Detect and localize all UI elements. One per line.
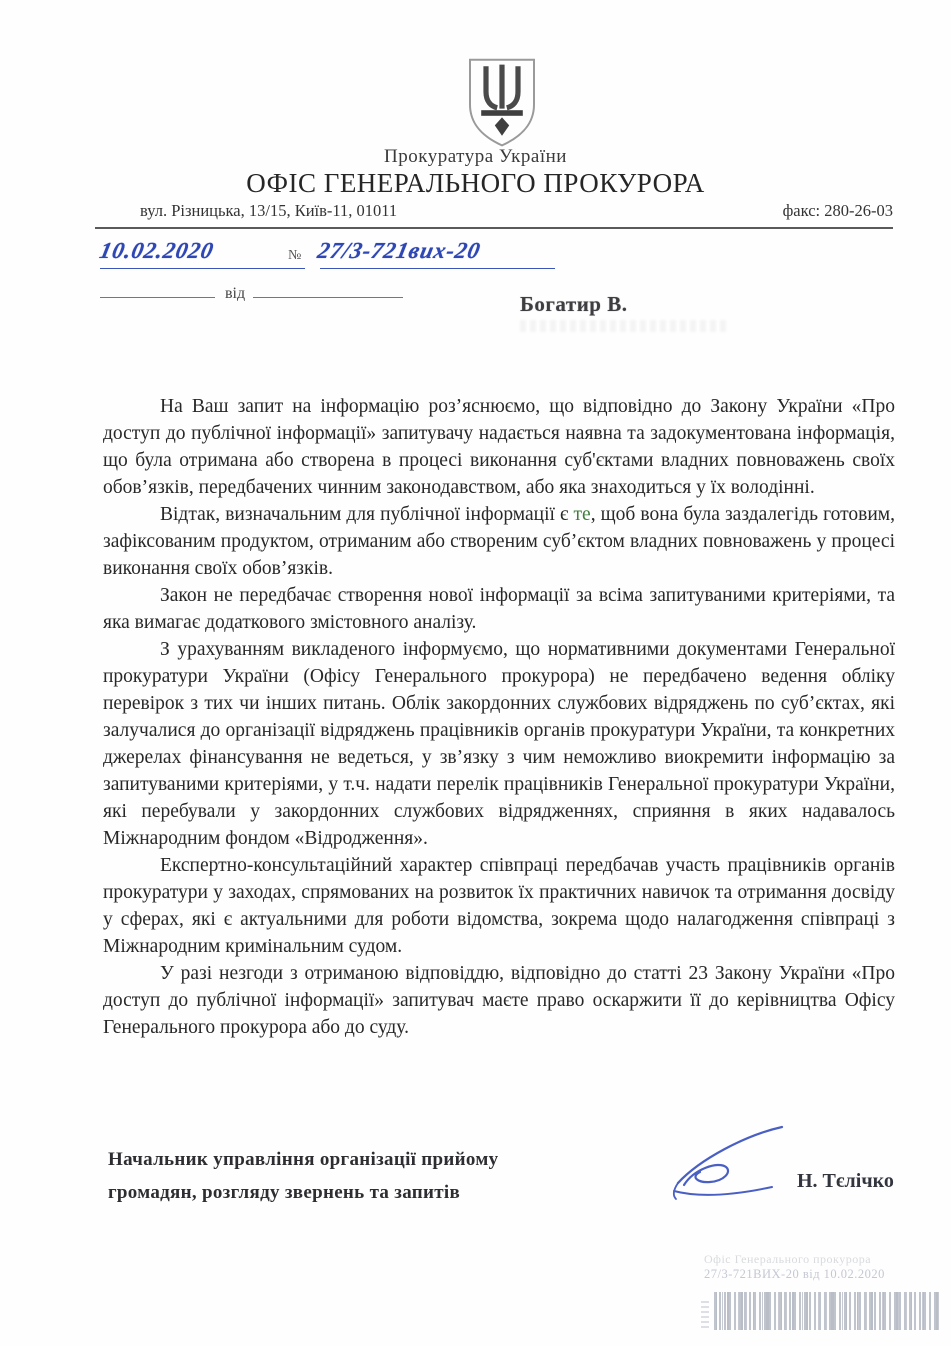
stamp-office-line: Офіс Генерального прокурора bbox=[704, 1252, 872, 1266]
signer-title-line1: Начальник управління організації прийому bbox=[108, 1149, 499, 1170]
handwritten-signature bbox=[660, 1125, 800, 1210]
paragraph-3: Закон не передбачає створення нової інформації за всіма запитуваними критеріями, та яка вимагає додаткового змістовного аналізу. bbox=[103, 585, 895, 633]
paragraph-4: З урахуванням викладеного інформуємо, що нормативними документами Генеральної прокуратури України (Офісу Генерального прокурора) не передбачено ведення обліку перевірок з тих чи інших питань. Облік закордонних службових відряджень по суб’єктах, які залучалися до організації відряджень працівників органів прокуратури України, та конкретних джерелах фінансування не ведеться, у зв’язку з чим неможливо виокремити інформацію за запитуваними критеріями, у т.ч. надати перелік працівників Генеральної прокуратури України, які перебували у закордонних службових відрядженнях, сприяння в яких надавалось Міжнародним фондом «Відродження». bbox=[103, 639, 895, 849]
paragraph-2-end: , щоб вона була заздалегідь готовим, зафіксованим продуктом, отриманим або створеним суб’єктом владних повноважень у процесі виконання своїх обов’язків. bbox=[103, 504, 895, 579]
stamp-number-line: 27/3-721ВИХ-20 від 10.02.2020 bbox=[704, 1267, 885, 1281]
blank-field bbox=[253, 283, 403, 298]
header-divider bbox=[95, 227, 893, 229]
handwritten-doc-number: 27/3-721вих-20 bbox=[315, 238, 484, 263]
letter-body bbox=[103, 393, 895, 1041]
registration-stamp bbox=[704, 1252, 939, 1282]
faded-text-artifact bbox=[520, 320, 730, 332]
org-name-large: ОФІС ГЕНЕРАЛЬНОГО ПРОКУРОРА bbox=[246, 168, 705, 198]
signer-title-line2: громадян, розгляду звернень та запитів bbox=[108, 1182, 461, 1203]
handwritten-date: 10.02.2020 bbox=[97, 238, 217, 263]
paragraph-5: Експертно-консультаційний характер співпраці передбачав участь працівників органів прокуратури у заходах, спрямованих на розвиток їх практичних навичок та отримання досвіду у сферах, які є актуальними для роботи відомства, зокрема щодо налагодження співпраці з Міжнародним кримінальним судом. bbox=[103, 855, 895, 957]
postal-address: вул. Різницька, 13/15, Київ-11, 01011 bbox=[140, 201, 398, 220]
paragraph-2-green-word: те bbox=[573, 504, 591, 525]
addressee-name: Богатир В. bbox=[520, 292, 628, 316]
blank-field bbox=[100, 283, 215, 298]
blank-reference-line bbox=[100, 283, 403, 303]
paragraph-2 bbox=[103, 501, 895, 582]
ukraine-trident-emblem-icon bbox=[458, 55, 546, 151]
ink-underline bbox=[100, 268, 305, 269]
paragraph-6: У разі незгоди з отриманою відповіддю, відповідно до статті 23 Закону України «Про доступ до публічної інформації» запитувач маєте право оскаржити її до керівництва Офісу Генерального прокурора або до суду. bbox=[103, 963, 895, 1038]
signer-name: Н. Тєлічко bbox=[797, 1170, 894, 1192]
signer-title bbox=[108, 1143, 498, 1209]
number-sign: № bbox=[288, 248, 302, 263]
paragraph-2-start: Відтак, визначальним для публічної інформації є bbox=[160, 504, 574, 525]
fax-number: факс: 280-26-03 bbox=[782, 201, 893, 220]
vid-label: від bbox=[225, 285, 246, 302]
barcode-side-mark bbox=[701, 1298, 709, 1328]
org-name-small: Прокуратура України bbox=[384, 146, 567, 167]
paragraph-1: На Ваш запит на інформацію роз’яснюємо, що відповідно до Закону України «Про доступ до публічної інформації» запитувачу надається наявна та задокументована інформація, що була отримана або створена в процесі виконання суб'єктами владних повноважень своїх обов’язків, передбачених чинним законодавством, або яка знаходиться у їх володінні. bbox=[103, 396, 895, 498]
registration-barcode bbox=[714, 1292, 939, 1330]
ink-underline bbox=[320, 268, 555, 269]
